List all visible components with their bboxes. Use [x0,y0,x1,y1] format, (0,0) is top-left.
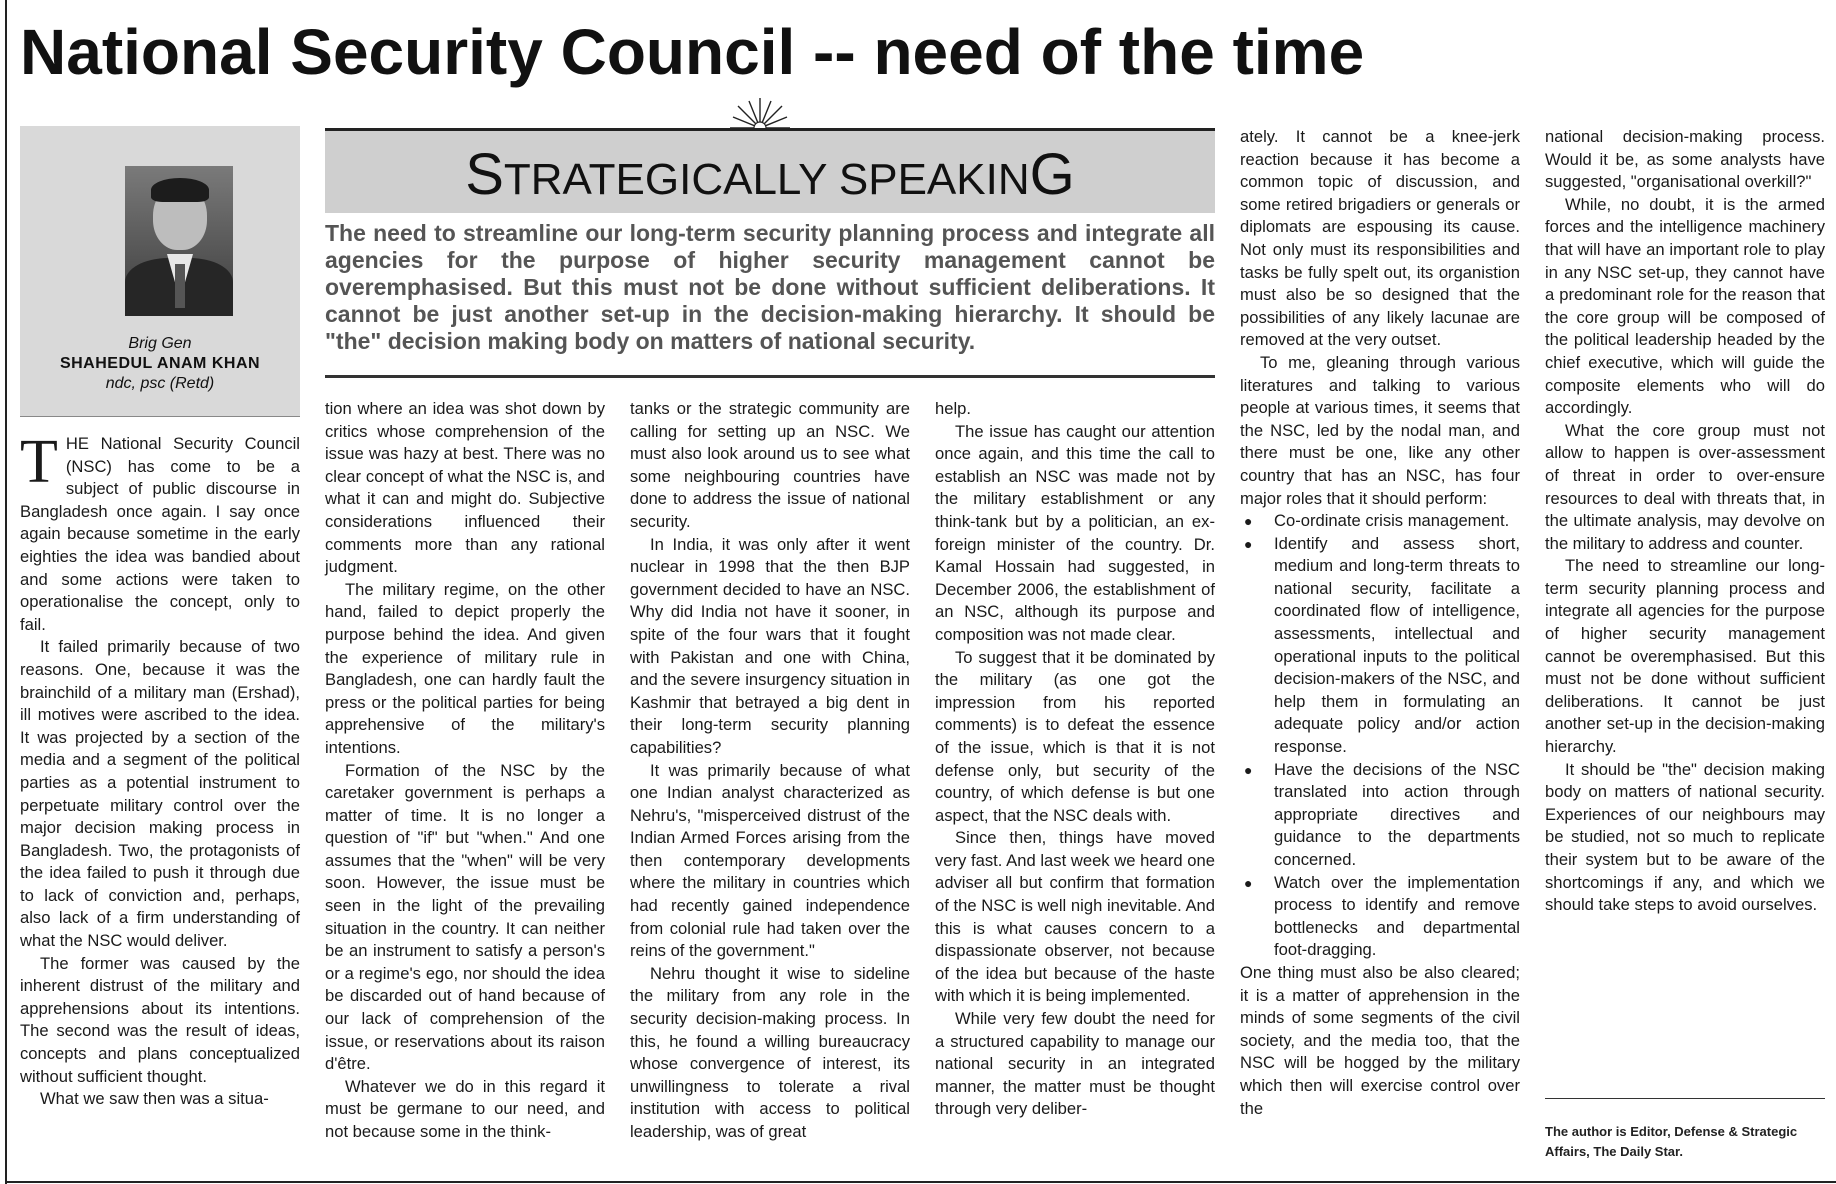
paragraph: In India, it was only after it went nuclear in 1998 that the then BJP government decided to have an NSC. Why did India not have it sooner, in spite of the four wars that it fought with Pakistan and one with China, and the severe insurgency situation in Kashmir that betrayed a big dent in their long-term security planning capabilities? [630,534,910,757]
paragraph: It was primarily because of what one Indian analyst characterized as Nehru's, "misperceived distrust of the Indian Armed Forces arising from the then contemporary developments where the military in countries which had recently gained independence from colonial rule had taken over the reins of the government." [630,760,910,961]
paragraph: What the core group must not allow to happen is over-assessment of threat in order to over-ensure resources to deal with threats that, in the ultimate analysis, may devolve on the military to address and counter. [1545,420,1825,553]
list-item: ● Have the decisions of the NSC translated into action through appropriate directives and guidance to the departments concerned. [1274,759,1520,872]
paragraph: Nehru thought it wise to sideline the military from any role in the security decision-making process. In this, he found a willing bureaucracy whose convergence of interest, its unwillingness to tolerate a rival institution with access to political leadership, was of great [630,963,910,1141]
article-column-5 [1240,126,1520,1120]
article-column-6 [1545,126,1825,917]
intro-standfirst: The need to streamline our long-term security planning process and integrate all agencies for the purpose of higher security management cannot be overemphasised. But this must not be done without sufficient deliberations. It cannot be just another set-up in the decision-making hierarchy. It should be "the" decision making body on matters of national security. [325,220,1215,354]
author-rank: Brig Gen [128,335,192,352]
article-column-2 [325,398,605,1144]
roles-list [1240,510,1520,962]
paragraph: The need to streamline our long-term security planning process and integrate all agencies for the purpose of higher security management cannot be overemphasised. But this must not be done without sufficient deliberations. It cannot be just another set-up in the decision-making hierarchy. [1545,556,1825,757]
author-name: SHAHEDUL ANAM KHAN [59,355,261,372]
drop-cap: T [20,428,58,496]
author-photo [125,166,233,316]
paragraph: ately. It cannot be a knee-jerk reaction because it has become a common topic of discussion, and some retired brigadiers or generals or diplomats are espousing its cause. Not only must its responsibilities and tasks be fully spelt out, its organistion must also be so designed that the possibilities of any likely lacunae are removed at the very outset. [1240,127,1520,350]
paragraph: The former was caused by the inherent distrust of the military and apprehensions about its intentions. The second was the result of ideas, concepts and plans conceptualized without sufficient thought. [20,953,300,1086]
banner-title: STRATEGICALLY SPEAKING [465,142,1075,207]
paragraph: While, no doubt, it is the armed forces and the intelligence machinery that will have an important role to play in any NSC set-up, they cannot have a predominant role for the reason that the core group will be composed of the political leadership headed by the chief executive, which will guide the composite elements who will do accordingly. [1545,194,1825,418]
article-column-4 [935,398,1215,1121]
list-item: ● Identify and assess short, medium and long-term threats to national security, facilitate a coordinated flow of intelligence, assessments, intellectual and operational inputs to the political decision-makers of the NSC, and help them in formulating an adequate policy and/or action response. [1274,533,1520,759]
author-footnote: The author is Editor, Defense & Strategic Affairs, The Daily Star. [1545,1124,1798,1159]
paragraph: help. [935,399,971,418]
paragraph: tanks or the strategic community are calling for setting up an NSC. We must also look around us to see what some neighbouring countries have done to address the issue of national security. [630,399,910,531]
paragraph: One thing must also be also cleared; it is a matter of apprehension in the minds of some segments of the civil society, and the media too, that the NSC will be hogged by the military which then will exercise control over the [1240,962,1520,1118]
article-column-1 [20,428,300,1111]
paragraph: Since then, things have moved very fast. And last week we heard one adviser all but confirm that formation of the NSC is well nigh inevitable. And this is what causes concern to a dispassionate observer, not because of the idea but because of the haste with which it is being implemented. [935,828,1215,1006]
paragraph: tion where an idea was shot down by critics whose comprehension of the issue was hazy at best. There was no clear concept of what the NSC is, and what it can and might do. Subjective considerations influenced their comments more than any rational judgment. [325,399,605,577]
page-border-left [5,0,7,1184]
paragraph: To me, gleaning through various literatures and talking to various people at various times, it seems that the NSC, led by the nodal man, and there must be one, like any other country that has an NSC, has four major roles that it should perform: [1240,352,1520,508]
paragraph: The military regime, on the other hand, failed to depict properly the purpose behind the idea. And given the experience of military rule in Bangladesh, one can hardly fault the press or the political parties for being apprehensive of the military's intentions. [325,579,605,757]
paragraph: While very few doubt the need for a structured capability to manage our national security in an integrated manner, the matter must be thought through very deliber- [935,1009,1215,1119]
paragraph: Whatever we do in this regard it must be germane to our need, and not because some in the think- [325,1076,605,1141]
article-column-3 [630,398,910,1144]
paragraph: Formation of the NSC by the caretaker government is perhaps a matter of time. It is no longer a question of "if" but "when." And one assumes that the "when" will be very soon. However, the issue must be seen in the light of the prevailing situation in the country. It can neither be an instrument to satisfy a person's or a regime's ego, nor should the idea be discarded out of hand because of our lack of comprehension of the issue, or reservations about its raison d'être. [325,760,605,1074]
intro-divider [325,375,1215,378]
paragraph: national decision-making process. Would it be, as some analysts have suggested, "organisational overkill?" [1545,127,1825,192]
paragraph: To suggest that it be dominated by the military (as one got the impression from his reported comments) is to defeat the essence of the issue, which is that it is not defense only, but security of the country, of which defense is but one aspect, that the NSC deals with. [935,647,1215,825]
footnote-divider [1545,1098,1825,1099]
paragraph: The issue has caught our attention once again, and this time the call to establish an NSC was made not by the military establishment or any think-tank but by a politician, an ex-foreign minister of the country. Dr. Kamal Hossain had suggested, in December 2006, the establishment of an NSC, although its purpose and composition was not made clear. [935,421,1215,644]
list-item: ● Watch over the implementation process to identify and remove bottlenecks and departmental foot-dragging. [1274,872,1520,962]
list-item: ● Co-ordinate crisis management. [1274,510,1520,533]
author-box [20,126,300,417]
paragraph: What we saw then was a situa- [40,1089,269,1109]
page-border-bottom [5,1181,1836,1183]
column-banner [325,128,1215,213]
author-credentials: ndc, psc (Retd) [105,375,215,392]
paragraph: THE National Security Council (NSC) has come to be a subject of public discourse in Bangladesh once again. I say once again because sometime in the early eighties the idea was bandied about and some actions were taken to operationalise the concept, only to fail. [20,428,300,634]
paragraph: It should be "the" decision making body on matters of national security. Experiences of our neighbours may be studied, not so much to replicate their system but to be aware of the shortcomings if any, and which we should take steps to avoid ourselves. [1545,759,1825,915]
headline: National Security Council -- need of the time [20,16,1365,88]
paragraph: It failed primarily because of two reasons. One, because it was the brainchild of a military man (Ershad), ill motives were ascribed to the idea. It was projected by a section of the media and a segment of the political parties as a potential instrument to perpetuate military control over the major decision making process in Bangladesh. Two, the protagonists of the idea failed to push it through due to lack of conviction and, perhaps, also lack of a firm understanding of what the NSC would deliver. [20,637,300,951]
